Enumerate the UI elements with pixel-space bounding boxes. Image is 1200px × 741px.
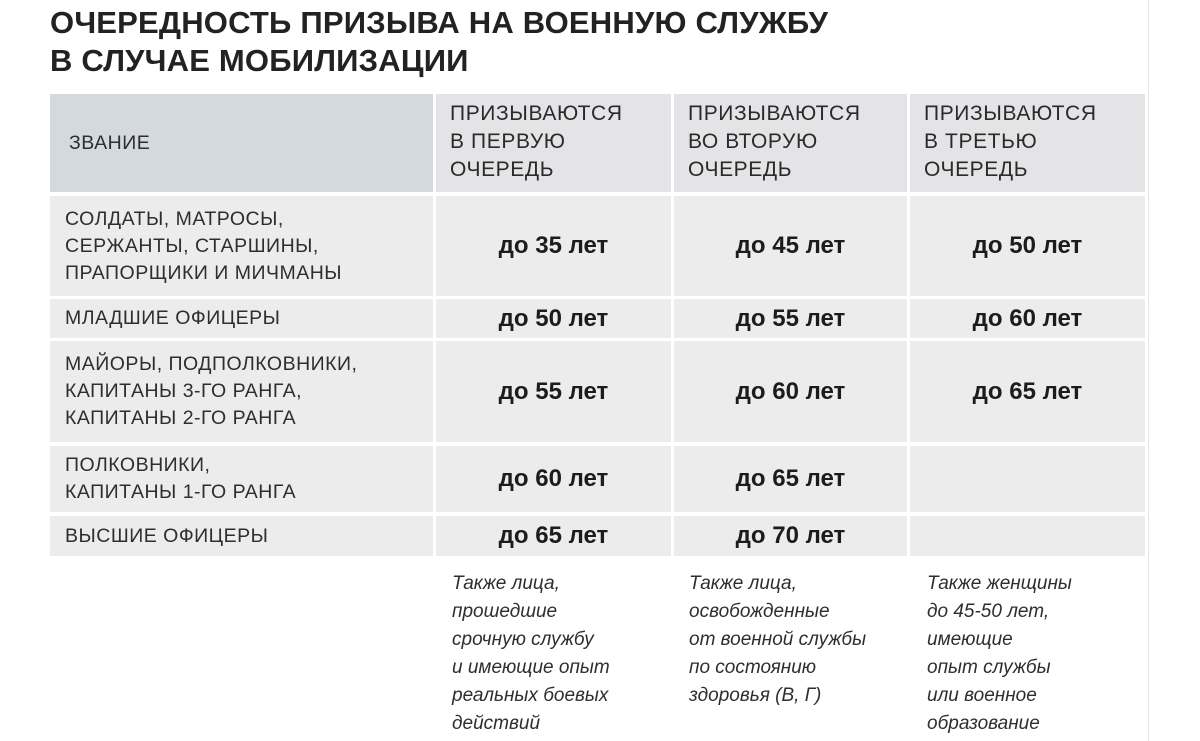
header-third-wave-line: ПРИЗЫВАЮТСЯ: [924, 102, 1097, 125]
table-row-rank: [50, 341, 433, 442]
header-first-wave-line: ПРИЗЫВАЮТСЯ: [450, 102, 623, 125]
note-line: или военное: [927, 685, 1037, 706]
header-first-wave-cell: [436, 94, 671, 192]
note-line: и имеющие опыт: [452, 657, 610, 678]
table-row-rank: [50, 196, 433, 296]
header-third-wave-label: [910, 94, 1145, 184]
rank-line: ВЫСШИЕ ОФИЦЕРЫ: [65, 524, 269, 547]
header-second-wave-line: ОЧЕРЕДЬ: [688, 158, 793, 181]
rank-line: МЛАДШИЕ ОФИЦЕРЫ: [65, 307, 281, 329]
note-line: образование: [927, 713, 1040, 734]
note-line: Также лица,: [689, 573, 797, 594]
header-first-wave-label: [436, 94, 671, 184]
header-third-wave-line: В ТРЕТЬЮ: [924, 130, 1038, 153]
note-line: до 45-50 лет,: [927, 601, 1050, 622]
age-limit-first: до 50 лет: [436, 299, 671, 338]
rank-line: ПРАПОРЩИКИ И МИЧМАНЫ: [65, 261, 343, 284]
age-limit-third: [910, 446, 1145, 512]
note-line: здоровья (В, Г): [689, 685, 822, 706]
title-line-1: ОЧЕРЕДНОСТЬ ПРИЗЫВА НА ВОЕННУЮ СЛУЖБУ: [50, 5, 829, 40]
header-first-wave-line: В ПЕРВУЮ: [450, 130, 566, 153]
rank-line: КАПИТАНЫ 2-ГО РАНГА: [65, 407, 297, 429]
note-line: от военной службы: [689, 629, 867, 650]
rank-line: МАЙОРЫ, ПОДПОЛКОВНИКИ,: [65, 353, 358, 375]
note-line: срочную службу: [452, 629, 594, 650]
table-row-rank: [50, 446, 433, 512]
note-line: имеющие: [927, 629, 1013, 650]
age-limit-first: до 60 лет: [436, 446, 671, 512]
note-line: реальных боевых: [452, 685, 609, 706]
header-rank-cell: [50, 94, 433, 192]
header-third-wave-line: ОЧЕРЕДЬ: [924, 158, 1029, 181]
rank-line: СОЛДАТЫ, МАТРОСЫ,: [65, 207, 284, 230]
rank-line: КАПИТАНЫ 3-ГО РАНГА,: [65, 380, 303, 402]
note-second-wave: [689, 570, 866, 710]
note-line: опыт службы: [927, 657, 1051, 678]
note-line: прошедшие: [452, 601, 558, 622]
rank-line: СЕРЖАНТЫ, СТАРШИНЫ,: [65, 234, 319, 257]
header-rank-label: ЗВАНИЕ: [69, 131, 151, 154]
table-row-rank: [50, 299, 433, 338]
age-limit-third: до 60 лет: [910, 299, 1145, 338]
page-edge-line: [1148, 0, 1149, 741]
note-line: Также лица,: [452, 573, 560, 594]
rank-line: КАПИТАНЫ 1-ГО РАНГА: [65, 481, 297, 503]
age-limit-first: до 35 лет: [436, 196, 671, 296]
age-limit-third: до 65 лет: [910, 341, 1145, 442]
age-limit-third: [910, 516, 1145, 556]
title-line-2: В СЛУЧАЕ МОБИЛИЗАЦИИ: [50, 43, 469, 78]
age-limit-second: до 60 лет: [674, 341, 907, 442]
age-limit-second: до 65 лет: [674, 446, 907, 512]
note-line: по состоянию: [689, 657, 817, 678]
header-second-wave-label: [674, 94, 907, 184]
note-first-wave: [452, 570, 610, 738]
age-limit-first: до 65 лет: [436, 516, 671, 556]
page-title: [50, 4, 1050, 80]
header-first-wave-line: ОЧЕРЕДЬ: [450, 158, 555, 181]
note-line: освобожденные: [689, 601, 830, 622]
note-line: действий: [452, 713, 541, 734]
header-second-wave-line: ВО ВТОРУЮ: [688, 130, 818, 153]
age-limit-second: до 55 лет: [674, 299, 907, 338]
header-second-wave-line: ПРИЗЫВАЮТСЯ: [688, 102, 861, 125]
age-limit-first: до 55 лет: [436, 341, 671, 442]
note-line: Также женщины: [927, 573, 1072, 594]
table-row-rank: [50, 516, 433, 556]
note-third-wave: [927, 570, 1072, 738]
age-limit-second: до 45 лет: [674, 196, 907, 296]
rank-line: ПОЛКОВНИКИ,: [65, 454, 211, 476]
age-limit-third: до 50 лет: [910, 196, 1145, 296]
header-third-wave-cell: [910, 94, 1145, 192]
header-second-wave-cell: [674, 94, 907, 192]
age-limit-second: до 70 лет: [674, 516, 907, 556]
